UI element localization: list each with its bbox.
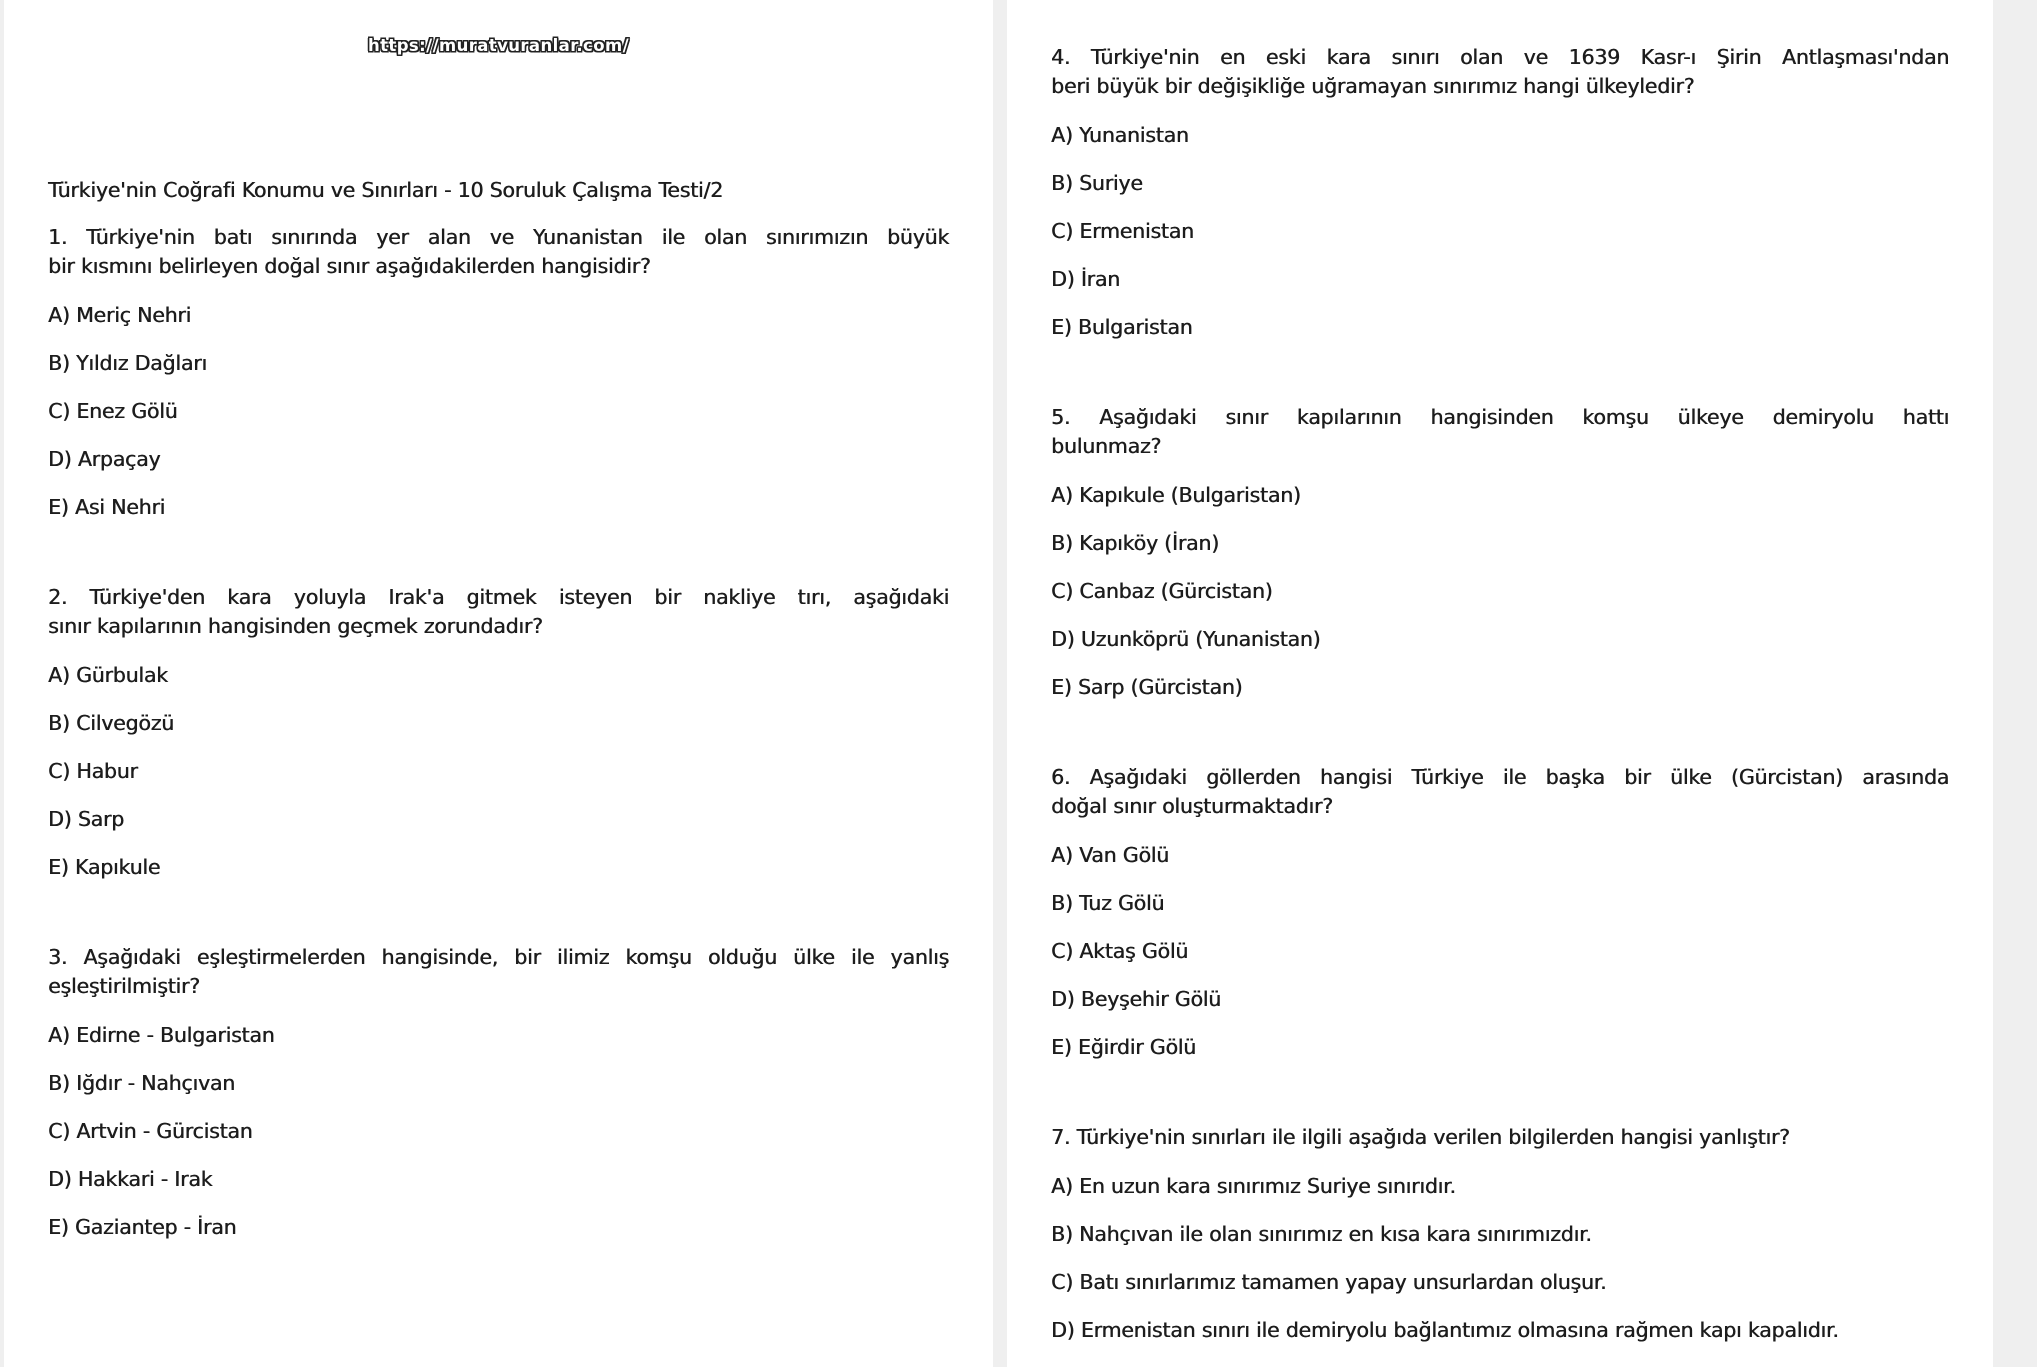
question-2 [48,583,949,881]
q3-option-e: E) Gaziantep - İran [48,1215,237,1239]
page-1-content [4,176,993,1367]
page-2-content [1007,43,1993,1367]
q1-option-d: D) Arpaçay [48,447,161,471]
question-3 [48,943,949,1241]
page-1 [4,0,993,1367]
q4-option-d: D) İran [1051,267,1120,291]
q5-option-e: E) Sarp (Gürcistan) [1051,675,1243,699]
q3-option-c: C) Artvin - Gürcistan [48,1119,253,1143]
q5-stem [1051,403,1949,461]
page-2 [1007,0,1993,1367]
q3-option-b: B) Iğdır - Nahçıvan [48,1071,235,1095]
q7-option-c: C) Batı sınırlarımız tamamen yapay unsurlardan oluşur. [1051,1270,1607,1294]
q6-stem [1051,763,1949,821]
q5-option-b: B) Kapıköy (İran) [1051,531,1219,555]
q2-stem-line-2: sınır kapılarının hangisinden geçmek zorundadır? [48,614,543,638]
q4-option-c: C) Ermenistan [1051,219,1194,243]
watermark-url: https://muratvuranlar.com/ [367,36,630,55]
q4-stem [1051,43,1949,101]
q5-option-d: D) Uzunköprü (Yunanistan) [1051,627,1321,651]
q3-stem-line-1: 3. Aşağıdaki eşleştirmelerden hangisinde, bir ilimiz komşu olduğu ülke ile yanlış [48,945,949,969]
q6-option-b: B) Tuz Gölü [1051,891,1165,915]
q5-option-a: A) Kapıkule (Bulgaristan) [1051,483,1301,507]
q7-option-a: A) En uzun kara sınırımız Suriye sınırıdır. [1051,1174,1456,1198]
question-5 [1051,403,1949,701]
q7-option-b: B) Nahçıvan ile olan sınırımız en kısa kara sınırımızdır. [1051,1222,1592,1246]
q4-option-e: E) Bulgaristan [1051,315,1193,339]
q3-option-a: A) Edirne - Bulgaristan [48,1023,275,1047]
q2-option-e: E) Kapıkule [48,855,161,879]
q6-option-e: E) Eğirdir Gölü [1051,1035,1196,1059]
question-7 [1051,1123,1949,1344]
q7-stem-line-1: 7. Türkiye'nin sınırları ile ilgili aşağıda verilen bilgilerden hangisi yanlıştır? [1051,1125,1790,1149]
question-1 [48,223,949,521]
q5-stem-line-2: bulunmaz? [1051,434,1162,458]
q1-stem [48,223,949,281]
q1-option-e: E) Asi Nehri [48,495,166,519]
q4-option-b: B) Suriye [1051,171,1143,195]
q1-option-c: C) Enez Gölü [48,399,178,423]
q6-option-c: C) Aktaş Gölü [1051,939,1189,963]
q1-option-b: B) Yıldız Dağları [48,351,207,375]
q6-stem-line-1: 6. Aşağıdaki göllerden hangisi Türkiye ile başka bir ülke (Gürcistan) arasında [1051,765,1949,789]
q5-stem-line-1: 5. Aşağıdaki sınır kapılarının hangisinden komşu ülkeye demiryolu hattı [1051,405,1949,429]
q3-stem [48,943,949,1001]
q3-stem-line-2: eşleştirilmiştir? [48,974,200,998]
q2-option-a: A) Gürbulak [48,663,168,687]
q6-option-d: D) Beyşehir Gölü [1051,987,1221,1011]
question-4 [1051,43,1949,341]
q2-stem-line-1: 2. Türkiye'den kara yoluyla Irak'a gitmek isteyen bir nakliye tırı, aşağıdaki [48,585,949,609]
test-title: Türkiye'nin Coğrafi Konumu ve Sınırları - 10 Soruluk Çalışma Testi/2 [48,178,723,202]
q2-option-d: D) Sarp [48,807,124,831]
q6-option-a: A) Van Gölü [1051,843,1169,867]
q1-stem-line-1: 1. Türkiye'nin batı sınırında yer alan ve Yunanistan ile olan sınırımızın büyük [48,225,949,249]
q2-option-b: B) Cilvegözü [48,711,174,735]
q1-option-a: A) Meriç Nehri [48,303,192,327]
q2-stem [48,583,949,641]
q5-option-c: C) Canbaz (Gürcistan) [1051,579,1273,603]
q7-option-d: D) Ermenistan sınırı ile demiryolu bağlantımız olmasına rağmen kapı kapalıdır. [1051,1318,1839,1342]
q4-stem-line-2: beri büyük bir değişikliğe uğramayan sınırımız hangi ülkeyledir? [1051,74,1695,98]
q2-option-c: C) Habur [48,759,138,783]
q4-stem-line-1: 4. Türkiye'nin en eski kara sınırı olan ve 1639 Kasr-ı Şirin Antlaşması'ndan [1051,45,1949,69]
q1-stem-line-2: bir kısmını belirleyen doğal sınır aşağıdakilerden hangisidir? [48,254,651,278]
question-6 [1051,763,1949,1061]
q3-option-d: D) Hakkari - Irak [48,1167,213,1191]
q7-stem [1051,1123,1949,1152]
q6-stem-line-2: doğal sınır oluşturmaktadır? [1051,794,1333,818]
q4-option-a: A) Yunanistan [1051,123,1189,147]
